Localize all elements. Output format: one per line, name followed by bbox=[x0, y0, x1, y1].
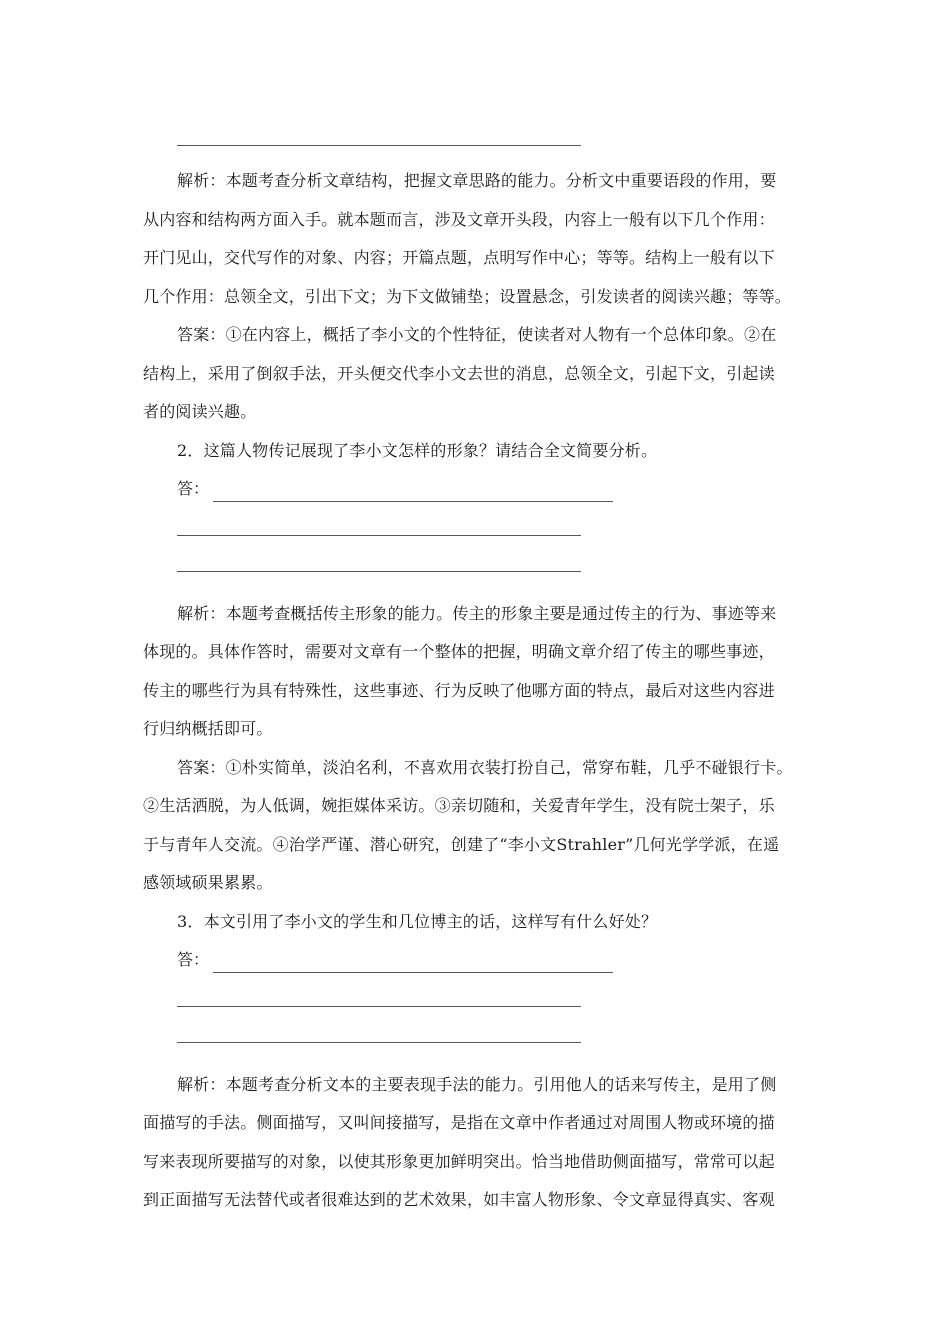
underline-rule bbox=[177, 571, 581, 572]
analysis-line: 行归纳概括即可。 bbox=[143, 719, 273, 738]
answer-line: 答案：①朴实简单，淡泊名利，不喜欢用衣装打扮自己，常穿布鞋，几乎不碰银行卡。 bbox=[177, 757, 793, 777]
analysis-line: 解析：本题考查分析文本的主要表现手法的能力。引用他人的话来写传主，是用了侧 bbox=[177, 1074, 777, 1094]
question-2: 2．这篇人物传记展现了李小文怎样的形象？请结合全文简要分析。 bbox=[177, 440, 658, 460]
answer-line: 于与青年人交流。④治学严谨、潜心研究，创建了“李小文Strahler”几何光学学派，在遥 bbox=[143, 834, 780, 854]
answer-blank-line[interactable] bbox=[143, 1016, 815, 1052]
analysis-line: 几个作用：总领全文，引出下文；为下文做铺垫；设置悬念，引发读者的阅读兴趣；等等。 bbox=[143, 286, 792, 306]
underline-rule bbox=[177, 145, 581, 146]
analysis-line: 开门见山，交代写作的对象、内容；开篇点题，点明写作中心；等等。结构上一般有以下 bbox=[143, 248, 775, 267]
answer-block-2 bbox=[143, 749, 815, 903]
answer-label: 答： bbox=[177, 950, 210, 969]
analysis-line: 解析：本题考查分析文章结构，把握文章思路的能力。分析文中重要语段的作用，要 bbox=[177, 171, 777, 190]
analysis-line: 从内容和结构两方面入手。就本题而言，涉及文章开头段，内容上一般有以下几个作用： bbox=[143, 209, 775, 229]
analysis-line: 传主的哪些行为具有特殊性，这些事迹、行为反映了他哪方面的特点，最后对这些内容进 bbox=[143, 680, 775, 700]
answer-label: 答： bbox=[177, 479, 210, 498]
answer-line: 感领域硕果累累。 bbox=[143, 873, 273, 892]
analysis-block-1 bbox=[143, 162, 815, 316]
analysis-line: 写来表现所要描写的对象，以使其形象更加鲜明突出。恰当地借助侧面描写，常常可以起 bbox=[143, 1151, 775, 1171]
underline-rule bbox=[177, 1006, 581, 1007]
underline-rule bbox=[213, 972, 613, 973]
answer-blank-line[interactable] bbox=[143, 509, 815, 545]
answer-line: 者的阅读兴趣。 bbox=[143, 402, 257, 421]
question-3: 3．本文引用了李小文的学生和几位博主的话，这样写有什么好处？ bbox=[177, 911, 658, 931]
analysis-line: 面描写的手法。侧面描写，又叫间接描写，是指在文章中作者通过对周围人物或环境的描 bbox=[143, 1113, 775, 1132]
underline-rule bbox=[177, 1042, 581, 1043]
answer-line: ②生活洒脱，为人低调，婉拒媒体采访。③亲切随和，关爱青年学生，没有院士架子，乐 bbox=[143, 796, 775, 815]
analysis-line: 体现的。具体作答时，需要对文章有一个整体的把握，明确文章介绍了传主的哪些事迹， bbox=[143, 642, 775, 661]
analysis-line: 到正面描写无法替代或者很难达到的艺术效果，如丰富人物形象、令文章显得真实、客观 bbox=[143, 1190, 775, 1209]
analysis-block-3 bbox=[143, 1066, 815, 1220]
answer-block-1 bbox=[143, 316, 815, 432]
answer-line: 结构上，采用了倒叙手法，开头便交代李小文去世的消息，总领全文，引起下文，引起读 bbox=[143, 363, 775, 383]
answer-field-2[interactable] bbox=[143, 470, 815, 509]
underline-rule bbox=[213, 501, 613, 502]
underline-rule bbox=[177, 535, 581, 536]
answer-line: 答案：①在内容上，概括了李小文的个性特征，使读者对人物有一个总体印象。②在 bbox=[177, 325, 777, 344]
document-content bbox=[143, 128, 815, 1220]
answer-field-3[interactable] bbox=[143, 941, 815, 980]
answer-blank-line[interactable] bbox=[143, 545, 815, 581]
analysis-line: 解析：本题考查概括传主形象的能力。传主的形象主要是通过传主的行为、事迹等来 bbox=[177, 603, 777, 623]
analysis-block-2 bbox=[143, 595, 815, 749]
answer-blank-line[interactable] bbox=[143, 980, 815, 1016]
answer-blank-line bbox=[143, 128, 815, 148]
